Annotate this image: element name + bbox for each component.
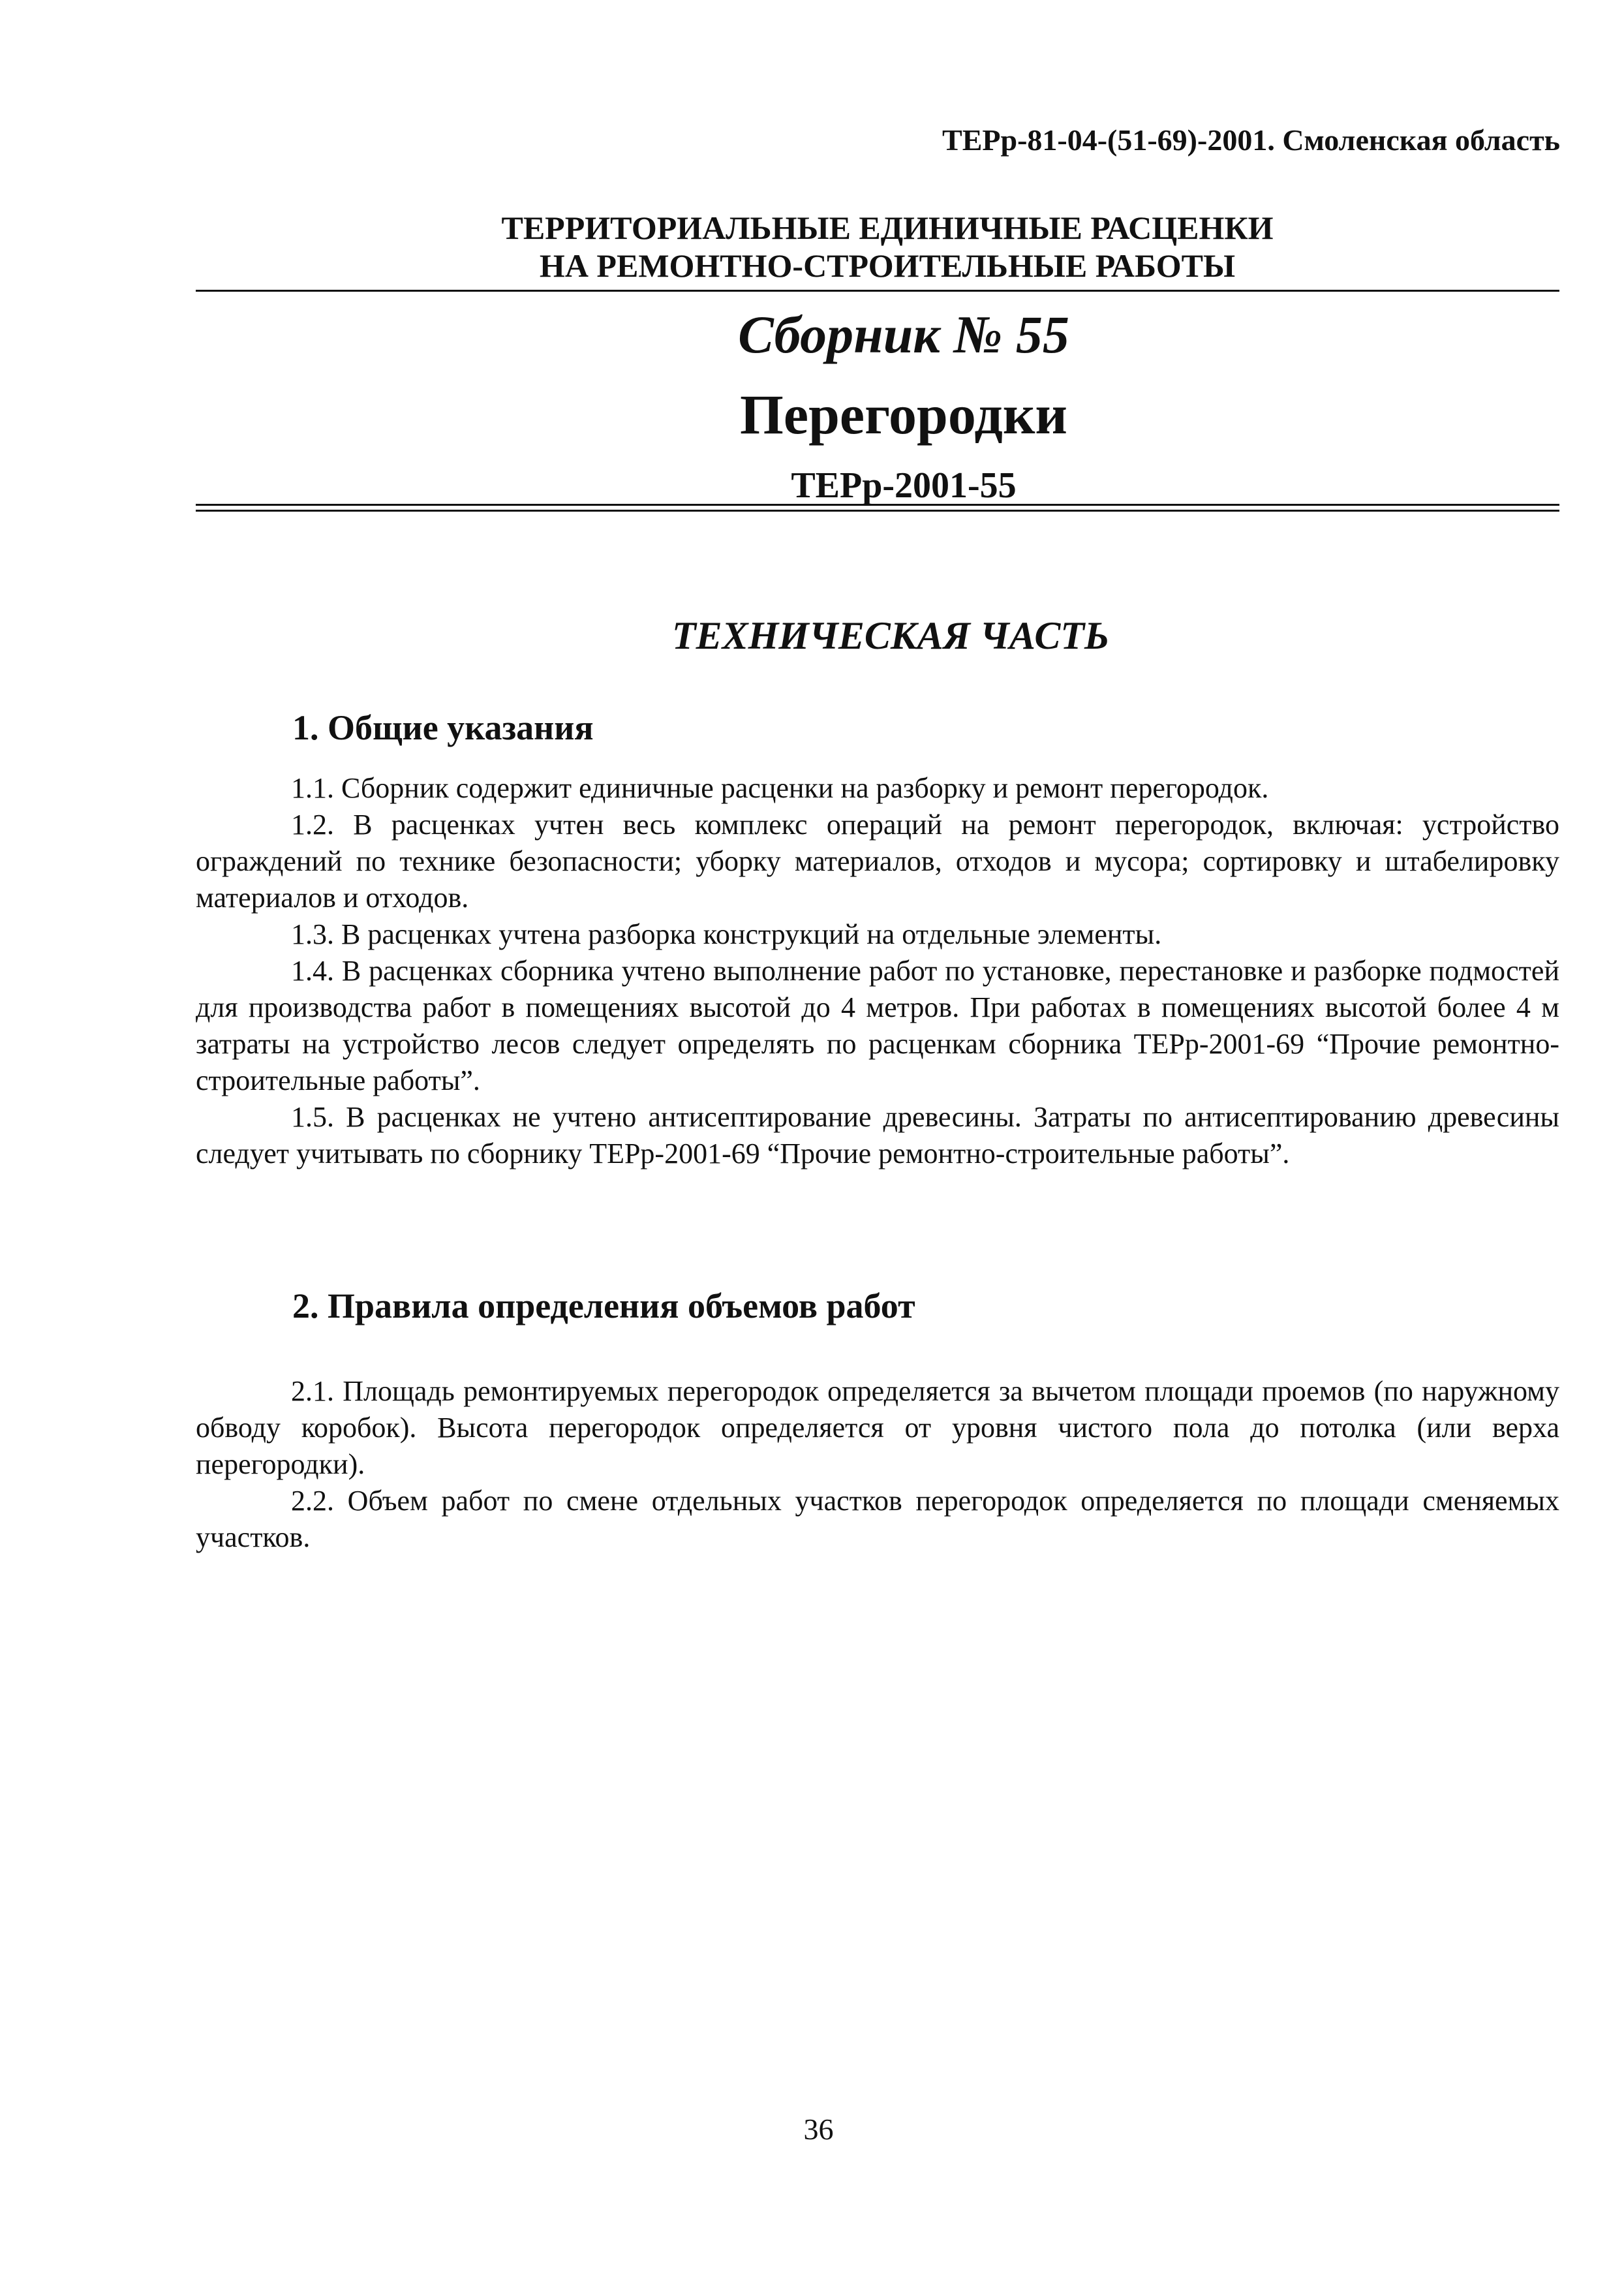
- main-title-line-2: НА РЕМОНТНО-СТРОИТЕЛЬНЫЕ РАБОТЫ: [539, 247, 1236, 284]
- collection-code: ТЕРр-2001-55: [791, 465, 1017, 506]
- section-1-heading: 1. Общие указания: [292, 708, 594, 747]
- title-divider: [196, 290, 1559, 292]
- title-block: [196, 209, 1559, 285]
- main-title-line-1: ТЕРРИТОРИАЛЬНЫЕ ЕДИНИЧНЫЕ РАСЦЕНКИ: [501, 209, 1274, 246]
- page-number: 36: [803, 2113, 834, 2146]
- section-1-body: [196, 770, 1559, 1172]
- paragraph-1-4: 1.4. В расценках сборника учтено выполнение работ по установке, перестановке и разборке подмостей для производства работ в помещениях высотой до 4 метров. При работах в помещениях высотой более 4 м затраты на устройство лесов следует определять по расценкам сборника ТЕРр-2001-69 “Прочие ремонтно-строительные работы”.: [196, 955, 1559, 1096]
- technical-part-title: ТЕХНИЧЕСКАЯ ЧАСТЬ: [671, 614, 1110, 657]
- running-header: ТЕРр-81-04-(51-69)-2001. Смоленская область: [942, 123, 1560, 157]
- paragraph-2-1: 2.1. Площадь ремонтируемых перегородок определяется за вычетом площади проемов (по наружному обводу коробок). Высота перегородок определяется от уровня чистого пола до потолка (или верха перегородки).: [196, 1375, 1559, 1480]
- paragraph-1-5: 1.5. В расценках не учтено антисептирование древесины. Затраты по антисептированию древесины следует учитывать по сборнику ТЕРр-2001-69 “Прочие ремонтно-строительные работы”.: [196, 1101, 1559, 1169]
- paragraph-1-3: 1.3. В расценках учтена разборка конструкций на отдельные элементы.: [291, 918, 1162, 950]
- section-2-heading: 2. Правила определения объемов работ: [292, 1286, 915, 1325]
- collection-number: Сборник № 55: [738, 305, 1069, 364]
- paragraph-1-2: 1.2. В расценках учтен весь комплекс операций на ремонт перегородок, включая: устройство ограждений по технике безопасности; уборку материалов, отходов и мусора; сортировку и штабелировку материалов и отходов.: [196, 809, 1559, 914]
- collection-divider: [196, 504, 1559, 512]
- section-2-body: [196, 1373, 1559, 1556]
- collection-name: Перегородки: [740, 383, 1067, 446]
- paragraph-2-2: 2.2. Объем работ по смене отдельных участков перегородок определяется по площади сменяемых участков.: [196, 1485, 1559, 1553]
- paragraph-1-1: 1.1. Сборник содержит единичные расценки на разборку и ремонт перегородок.: [291, 772, 1269, 804]
